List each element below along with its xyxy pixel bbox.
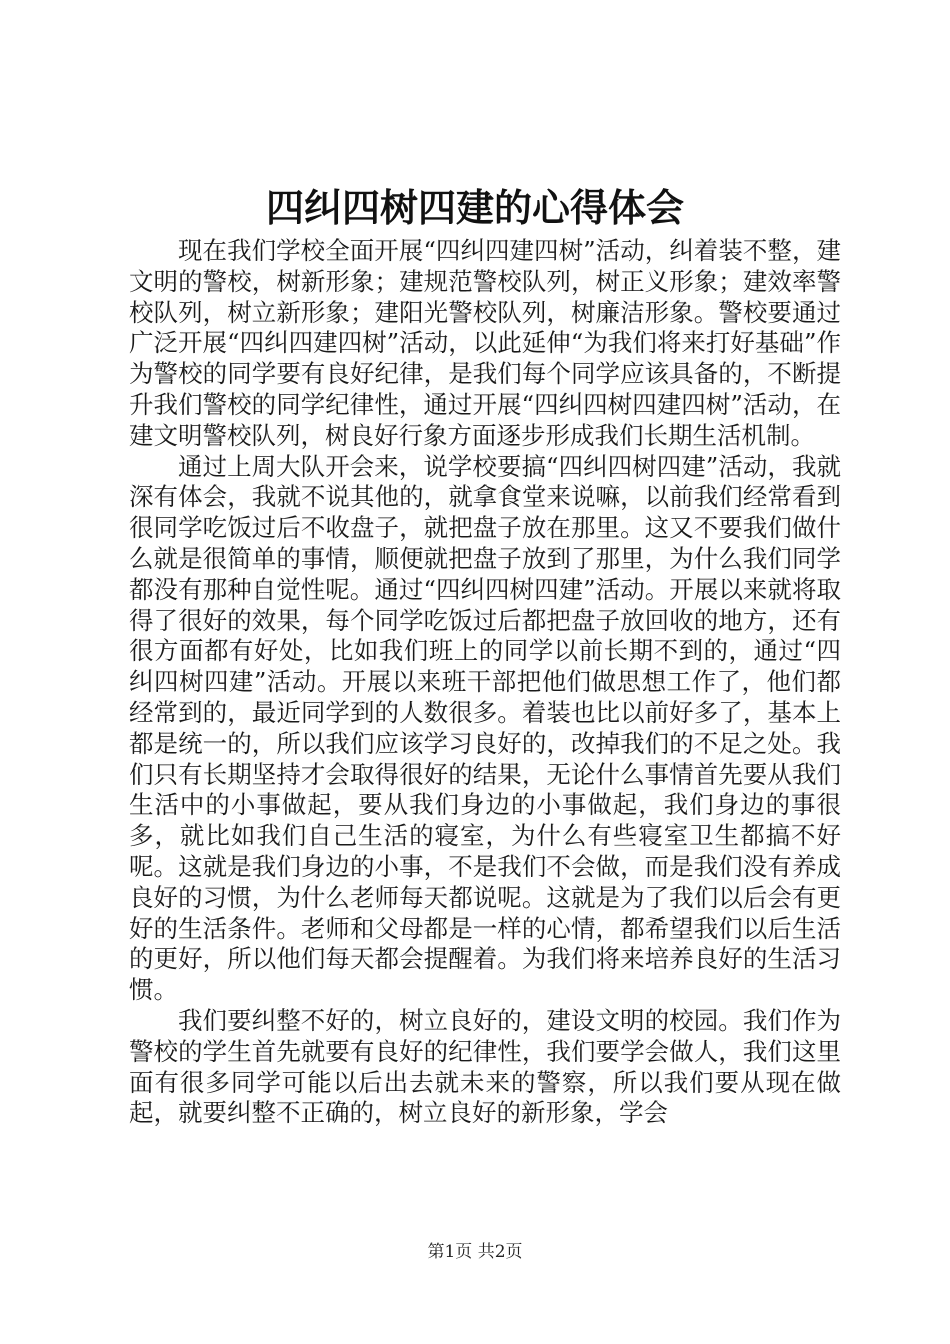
- paragraph-3: 我们要纠整不好的，树立良好的，建设文明的校园。我们作为警校的学生首先就要有良好的纪律性，我们要学会做人，我们这里面有很多同学可能以后出去就未来的警察，所以我们要从现在做起，就要纠整不正确的，树立良好的新形象，学会: [129, 1005, 841, 1128]
- paragraph-2: 通过上周大队开会来，说学校要搞“四纠四树四建”活动，我就深有体会，我就不说其他的，就拿食堂来说嘛，以前我们经常看到很同学吃饭过后不收盘子，就把盘子放在那里。这又不要我们做什么就是很简单的事情，顺便就把盘子放到了那里，为什么我们同学都没有那种自觉性呢。通过“四纠四树四建”活动。开展以来就将取得了很好的效果，每个同学吃饭过后都把盘子放回收的地方，还有很方面都有好处，比如我们班上的同学以前长期不到的，通过“四纠四树四建”活动。开展以来班干部把他们做思想工作了，他们都经常到的，最近同学到的人数很多。着装也比以前好多了，基本上都是统一的，所以我们应该学习良好的，改掉我们的不足之处。我们只有长期坚持才会取得很好的结果，无论什么事情首先要从我们生活中的小事做起，要从我们身边的小事做起，我们身边的事很多，就比如我们自己生活的寝室，为什么有些寝室卫生都搞不好呢。这就是我们身边的小事，不是我们不会做，而是我们没有养成良好的习惯，为什么老师每天都说呢。这就是为了我们以后会有更好的生活条件。老师和父母都是一样的心情，都希望我们以后生活的更好，所以他们每天都会提醒着。为我们将来培养良好的生活习惯。: [129, 451, 841, 1005]
- paragraph-1: 现在我们学校全面开展“四纠四建四树”活动，纠着装不整，建文明的警校，树新形象；建规范警校队列，树正义形象；建效率警校队列，树立新形象；建阳光警校队列，树廉洁形象。警校要通过广泛开展“四纠四建四树”活动，以此延伸“为我们将来打好基础”作为警校的同学要有良好纪律，是我们每个同学应该具备的，不断提升我们警校的同学纪律性，通过开展“四纠四树四建四树”活动，在建文明警校队列，树良好行象方面逐步形成我们长期生活机制。: [129, 236, 841, 450]
- document-body: [129, 236, 841, 1129]
- document-title: 四纠四树四建的心得体会: [265, 185, 684, 230]
- page-footer: 第1页 共2页: [427, 1242, 523, 1262]
